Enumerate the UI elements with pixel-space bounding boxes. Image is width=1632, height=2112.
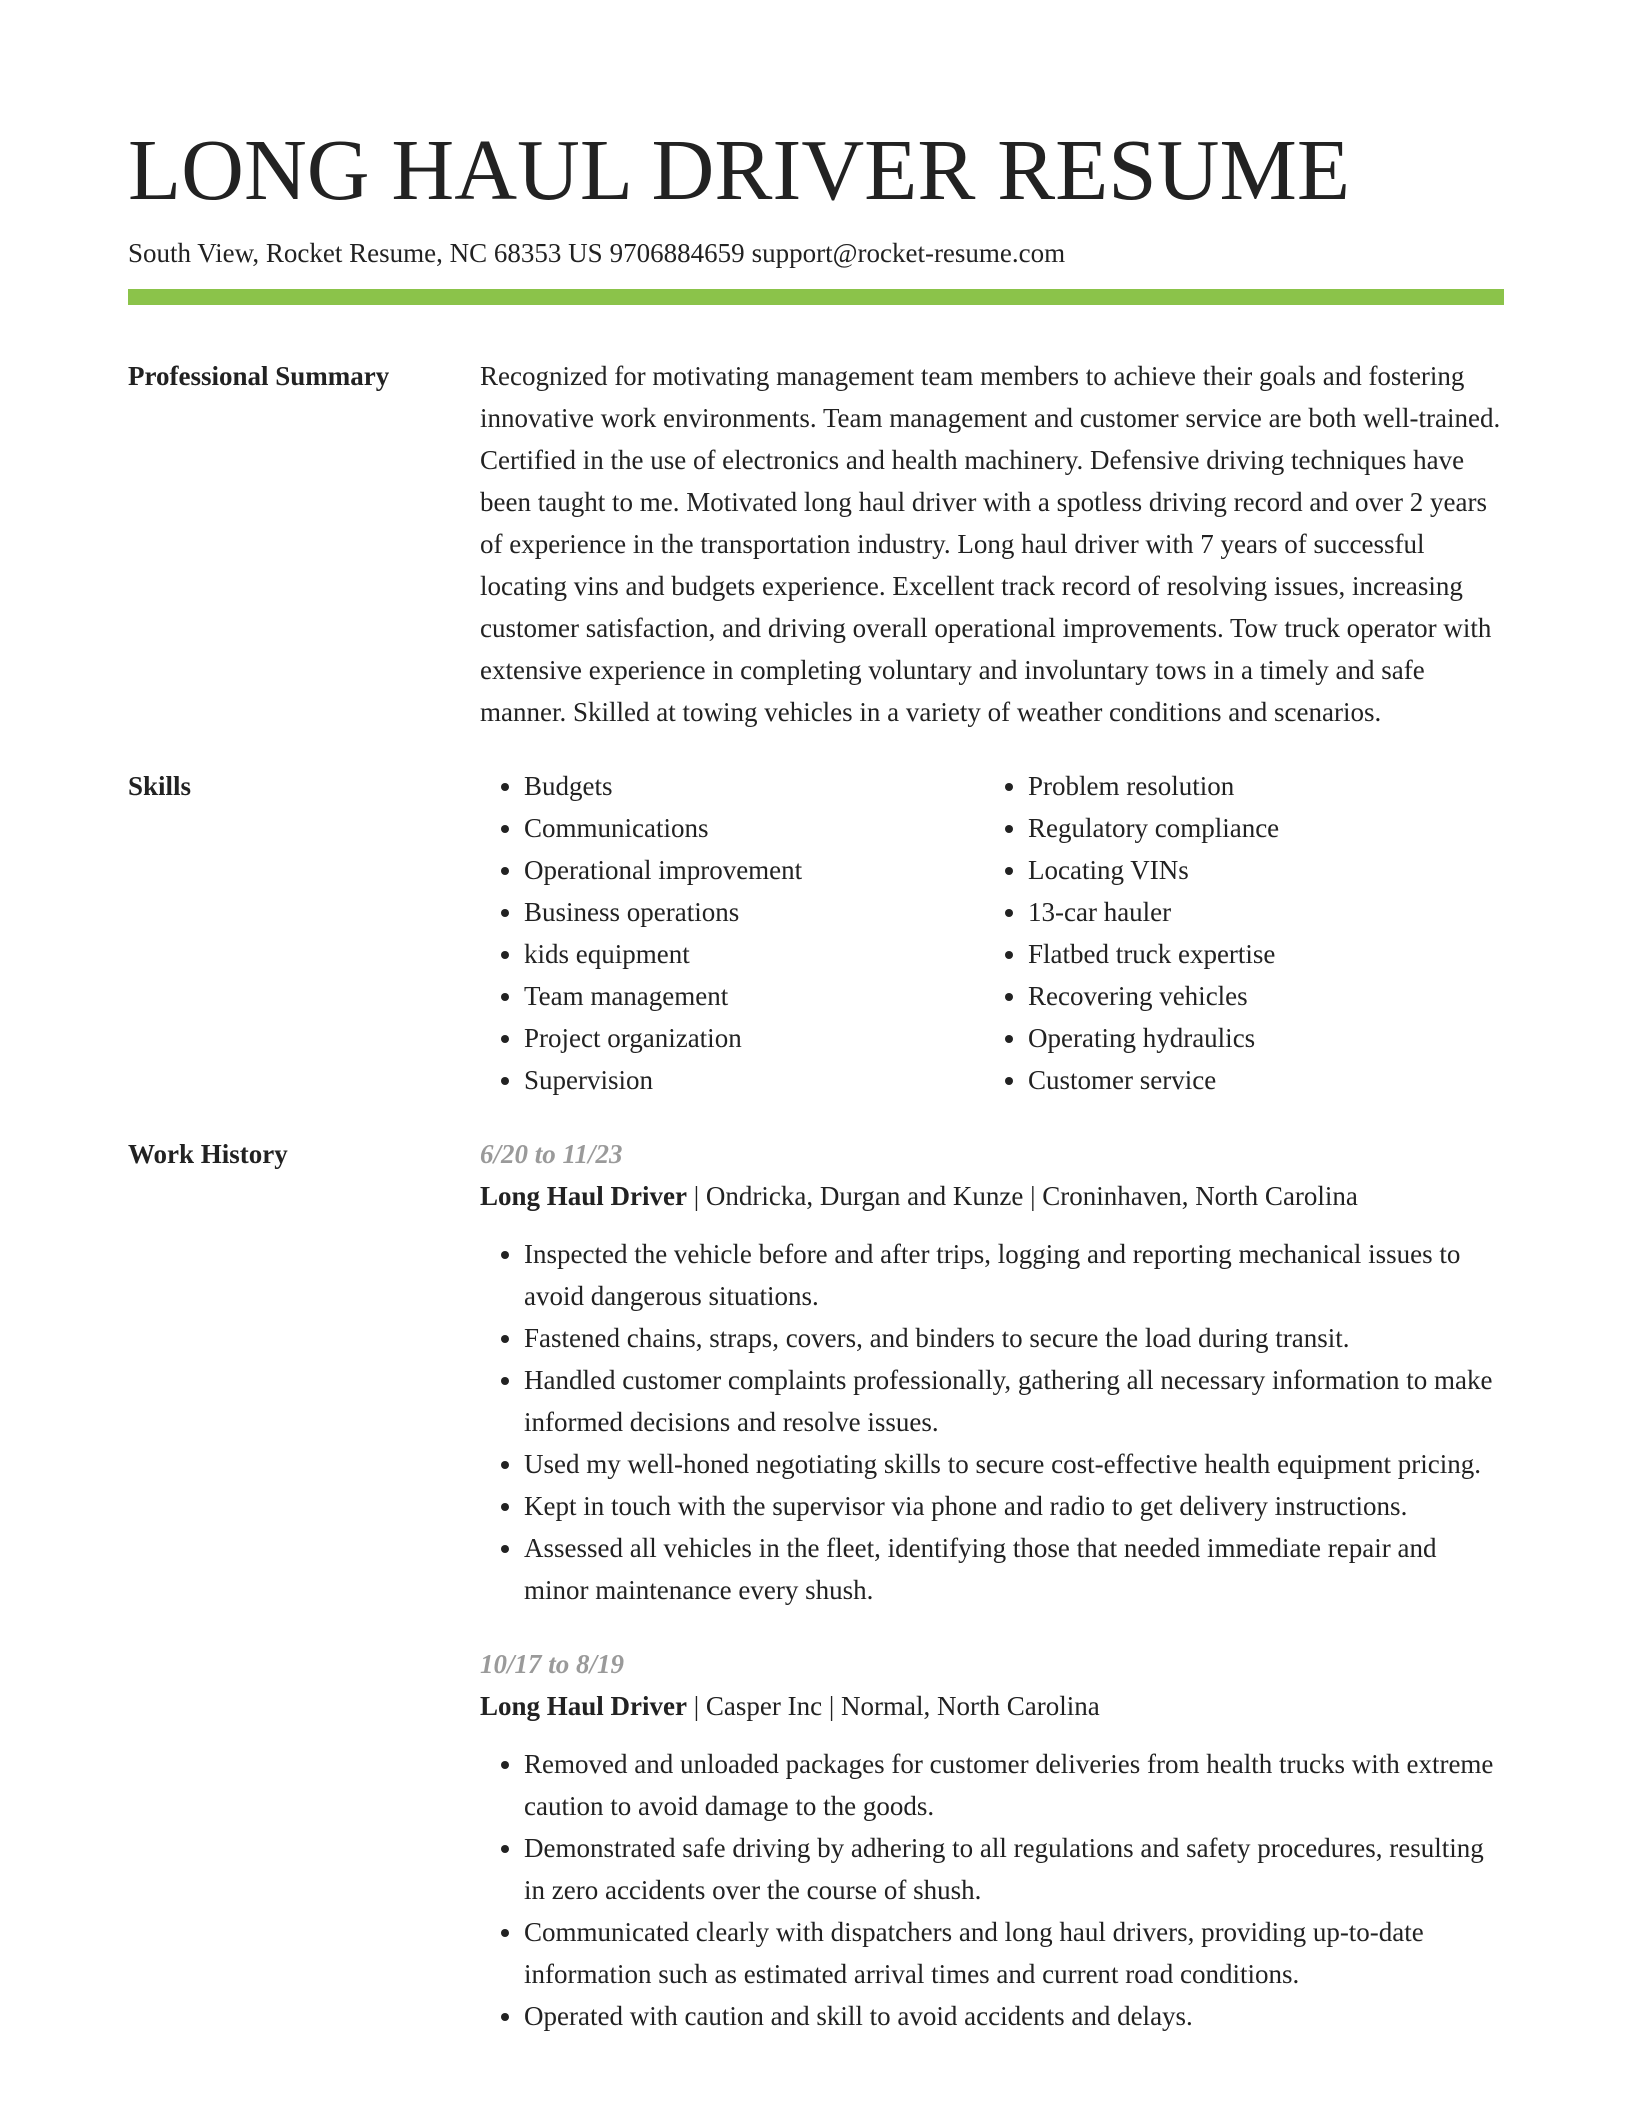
- job-bullet: • Demonstrated safe driving by adhering to all regulations and safety procedures, resulting in zero accidents over the course of shush.: [524, 1827, 1504, 1911]
- skills-grid: [480, 765, 1504, 1101]
- skill-item: • Business operations: [524, 891, 984, 933]
- job-bullets: [480, 1743, 1504, 2037]
- skills-list-right: [984, 765, 1488, 1101]
- separator: |: [822, 1691, 842, 1721]
- job-company: Ondricka, Durgan and Kunze: [705, 1181, 1024, 1211]
- section-heading: Professional Summary: [128, 361, 390, 391]
- job-bullet: • Inspected the vehicle before and after trips, logging and reporting mechanical issues to avoid dangerous situations.: [524, 1233, 1504, 1317]
- job-location: Normal, North Carolina: [841, 1691, 1100, 1721]
- job-bullet: • Used my well-honed negotiating skills to secure cost-effective health equipment pricing.: [524, 1443, 1504, 1485]
- skill-item: • Project organization: [524, 1017, 984, 1059]
- summary-section: [128, 355, 1504, 733]
- job-heading: [480, 1685, 1504, 1727]
- skill-item: • Team management: [524, 975, 984, 1017]
- job-dates: 6/20 to 11/23: [480, 1139, 623, 1169]
- job-dates: 10/17 to 8/19: [480, 1649, 625, 1679]
- job-bullet: • Assessed all vehicles in the fleet, identifying those that needed immediate repair and minor maintenance every shush.: [524, 1527, 1504, 1611]
- job-bullet: • Handled customer complaints professionally, gathering all necessary information to make informed decisions and resolve issues.: [524, 1359, 1504, 1443]
- job-location: Croninhaven, North Carolina: [1042, 1181, 1358, 1211]
- summary-text: Recognized for motivating management team members to achieve their goals and fostering innovative work environments. Team management and customer service are both well-trained. Certified in the use of electronics and health machinery. Defensive driving techniques have been taught to me. Motivated long haul driver with a spotless driving record and over 2 years of experience in the transportation industry. Long haul driver with 7 years of successful locating vins and budgets experience. Excellent track record of resolving issues, increasing customer satisfaction, and driving overall operational improvements. Tow truck operator with extensive experience in completing voluntary and involuntary tows in a timely and safe manner. Skilled at towing vehicles in a variety of weather conditions and scenarios.: [480, 361, 1501, 727]
- separator: |: [1023, 1181, 1043, 1211]
- separator: |: [687, 1691, 706, 1721]
- skill-item: • Locating VINs: [1028, 849, 1488, 891]
- skill-item: • Operating hydraulics: [1028, 1017, 1488, 1059]
- contact-email: support@rocket-resume.com: [751, 238, 1066, 268]
- job-bullet: • Kept in touch with the supervisor via phone and radio to get delivery instructions.: [524, 1485, 1504, 1527]
- skill-item: • kids equipment: [524, 933, 984, 975]
- section-heading: Work History: [128, 1139, 288, 1169]
- skill-item: • Budgets: [524, 765, 984, 807]
- job-bullet: • Fastened chains, straps, covers, and binders to secure the load during transit.: [524, 1317, 1504, 1359]
- job-heading: [480, 1175, 1504, 1217]
- jobs-list: [480, 1133, 1504, 2037]
- job-bullet: • Operated with caution and skill to avoid accidents and delays.: [524, 1995, 1504, 2037]
- job-bullets: [480, 1233, 1504, 1611]
- job-entry: [480, 1643, 1504, 2037]
- skill-item: • Communications: [524, 807, 984, 849]
- contact-address: South View, Rocket Resume, NC 68353 US: [128, 238, 603, 268]
- skill-item: • Supervision: [524, 1059, 984, 1101]
- work-history-section: [128, 1133, 1504, 2037]
- job-entry: [480, 1133, 1504, 1611]
- skill-item: • Operational improvement: [524, 849, 984, 891]
- job-bullet: • Removed and unloaded packages for customer deliveries from health trucks with extreme caution to avoid damage to the goods.: [524, 1743, 1504, 1827]
- resume-page: [128, 0, 1504, 2037]
- skills-section: [128, 765, 1504, 1101]
- job-title: Long Haul Driver: [480, 1691, 687, 1721]
- separator: |: [687, 1181, 706, 1211]
- skill-item: • 13-car hauler: [1028, 891, 1488, 933]
- skills-list-left: [480, 765, 984, 1101]
- job-company: Casper Inc: [705, 1691, 823, 1721]
- job-bullet: • Communicated clearly with dispatchers and long haul drivers, providing up-to-date information such as estimated arrival times and current road conditions.: [524, 1911, 1504, 1995]
- skill-item: • Customer service: [1028, 1059, 1488, 1101]
- contact-line: [128, 236, 1504, 270]
- section-heading: Skills: [128, 771, 192, 801]
- header-divider: [128, 289, 1504, 305]
- job-title: Long Haul Driver: [480, 1181, 687, 1211]
- skill-item: • Regulatory compliance: [1028, 807, 1488, 849]
- skill-item: • Problem resolution: [1028, 765, 1488, 807]
- resume-title: LONG HAUL DRIVER RESUME: [128, 121, 1350, 218]
- skill-item: • Flatbed truck expertise: [1028, 933, 1488, 975]
- skill-item: • Recovering vehicles: [1028, 975, 1488, 1017]
- contact-phone: 9706884659: [609, 238, 745, 268]
